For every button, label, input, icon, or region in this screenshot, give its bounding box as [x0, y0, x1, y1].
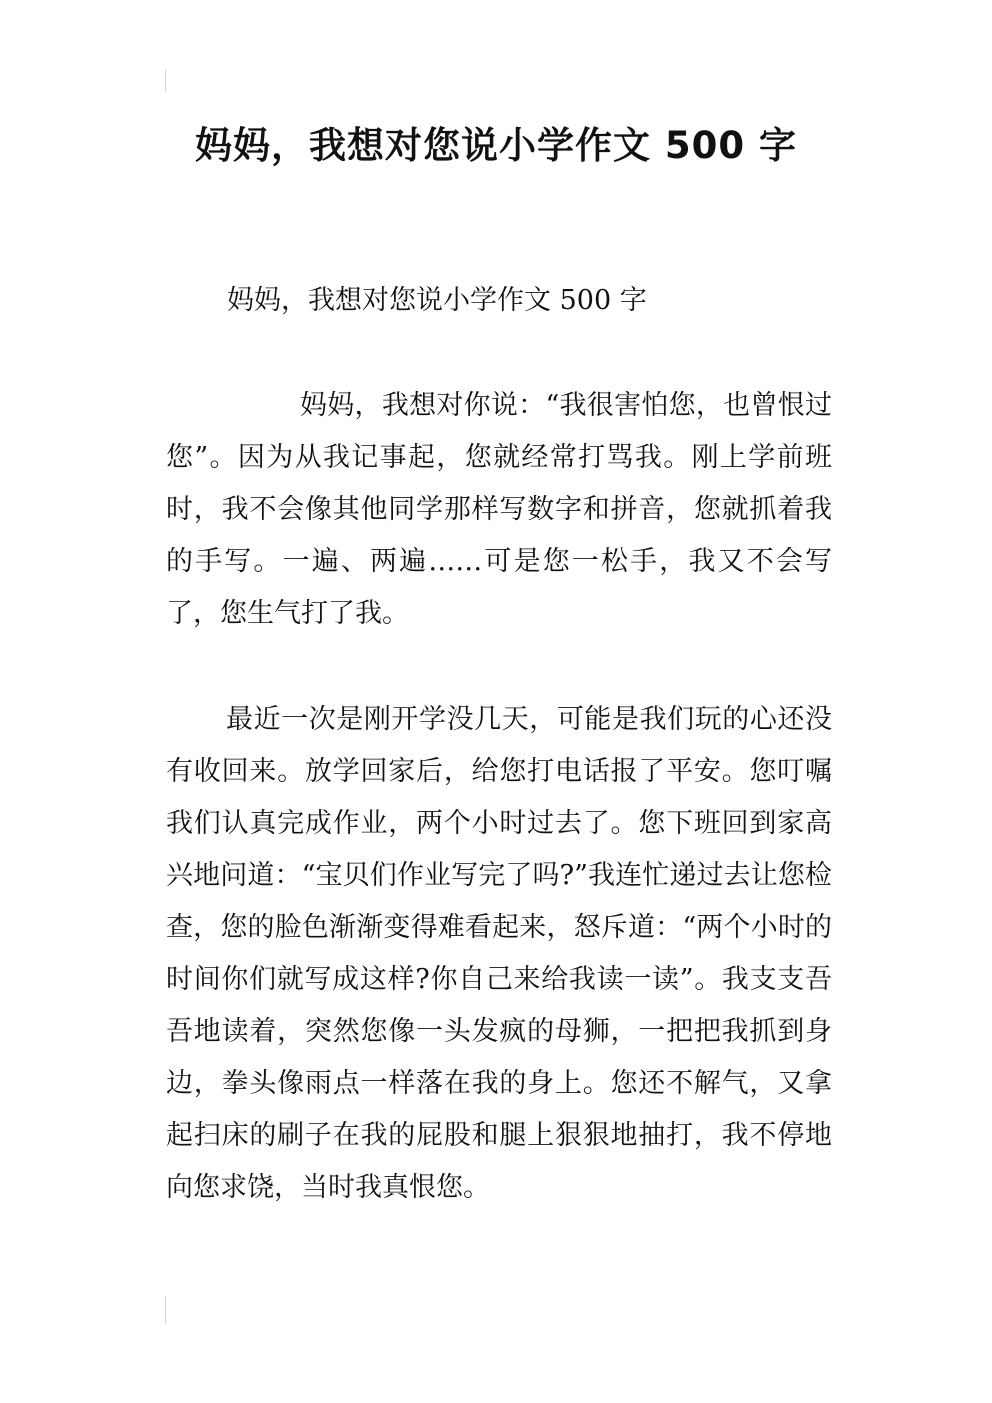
margin-mark-top: [165, 70, 166, 92]
document-subtitle: 妈妈，我想对您说小学作文 500 字: [227, 285, 647, 316]
paragraph-1: 妈妈，我想对你说：“我很害怕您，也曾恨过您”。因为从我记事起，您就经常打骂我。刚上学前班时，我不会像其他同学那样写数字和拼音，您就抓着我的手写。一遍、两遍……可是您一松手，我又不会写了，您生气打了我。: [166, 390, 832, 629]
margin-mark-bottom: [165, 1296, 166, 1324]
paragraph-2: 最近一次是刚开学没几天，可能是我们玩的心还没有收回来。放学回家后，给您打电话报了平安。您叮嘱我们认真完成作业，两个小时过去了。您下班回到家高兴地问道：“宝贝们作业写完了吗?”我连忙递过去让您检查，您的脸色渐渐变得难看起来，怒斥道：“两个小时的时间你们就写成这样?你自己来给我读一读”。我支支吾吾地读着，突然您像一头发疯的母狮，一把把我抓到身边，拳头像雨点一样落在我的身上。您还不解气，又拿起扫床的刷子在我的屁股和腿上狠狠地抽打，我不停地向您求饶，当时我真恨您。: [166, 704, 832, 1203]
document-title: 妈妈，我想对您说小学作文 500 字: [195, 124, 797, 167]
